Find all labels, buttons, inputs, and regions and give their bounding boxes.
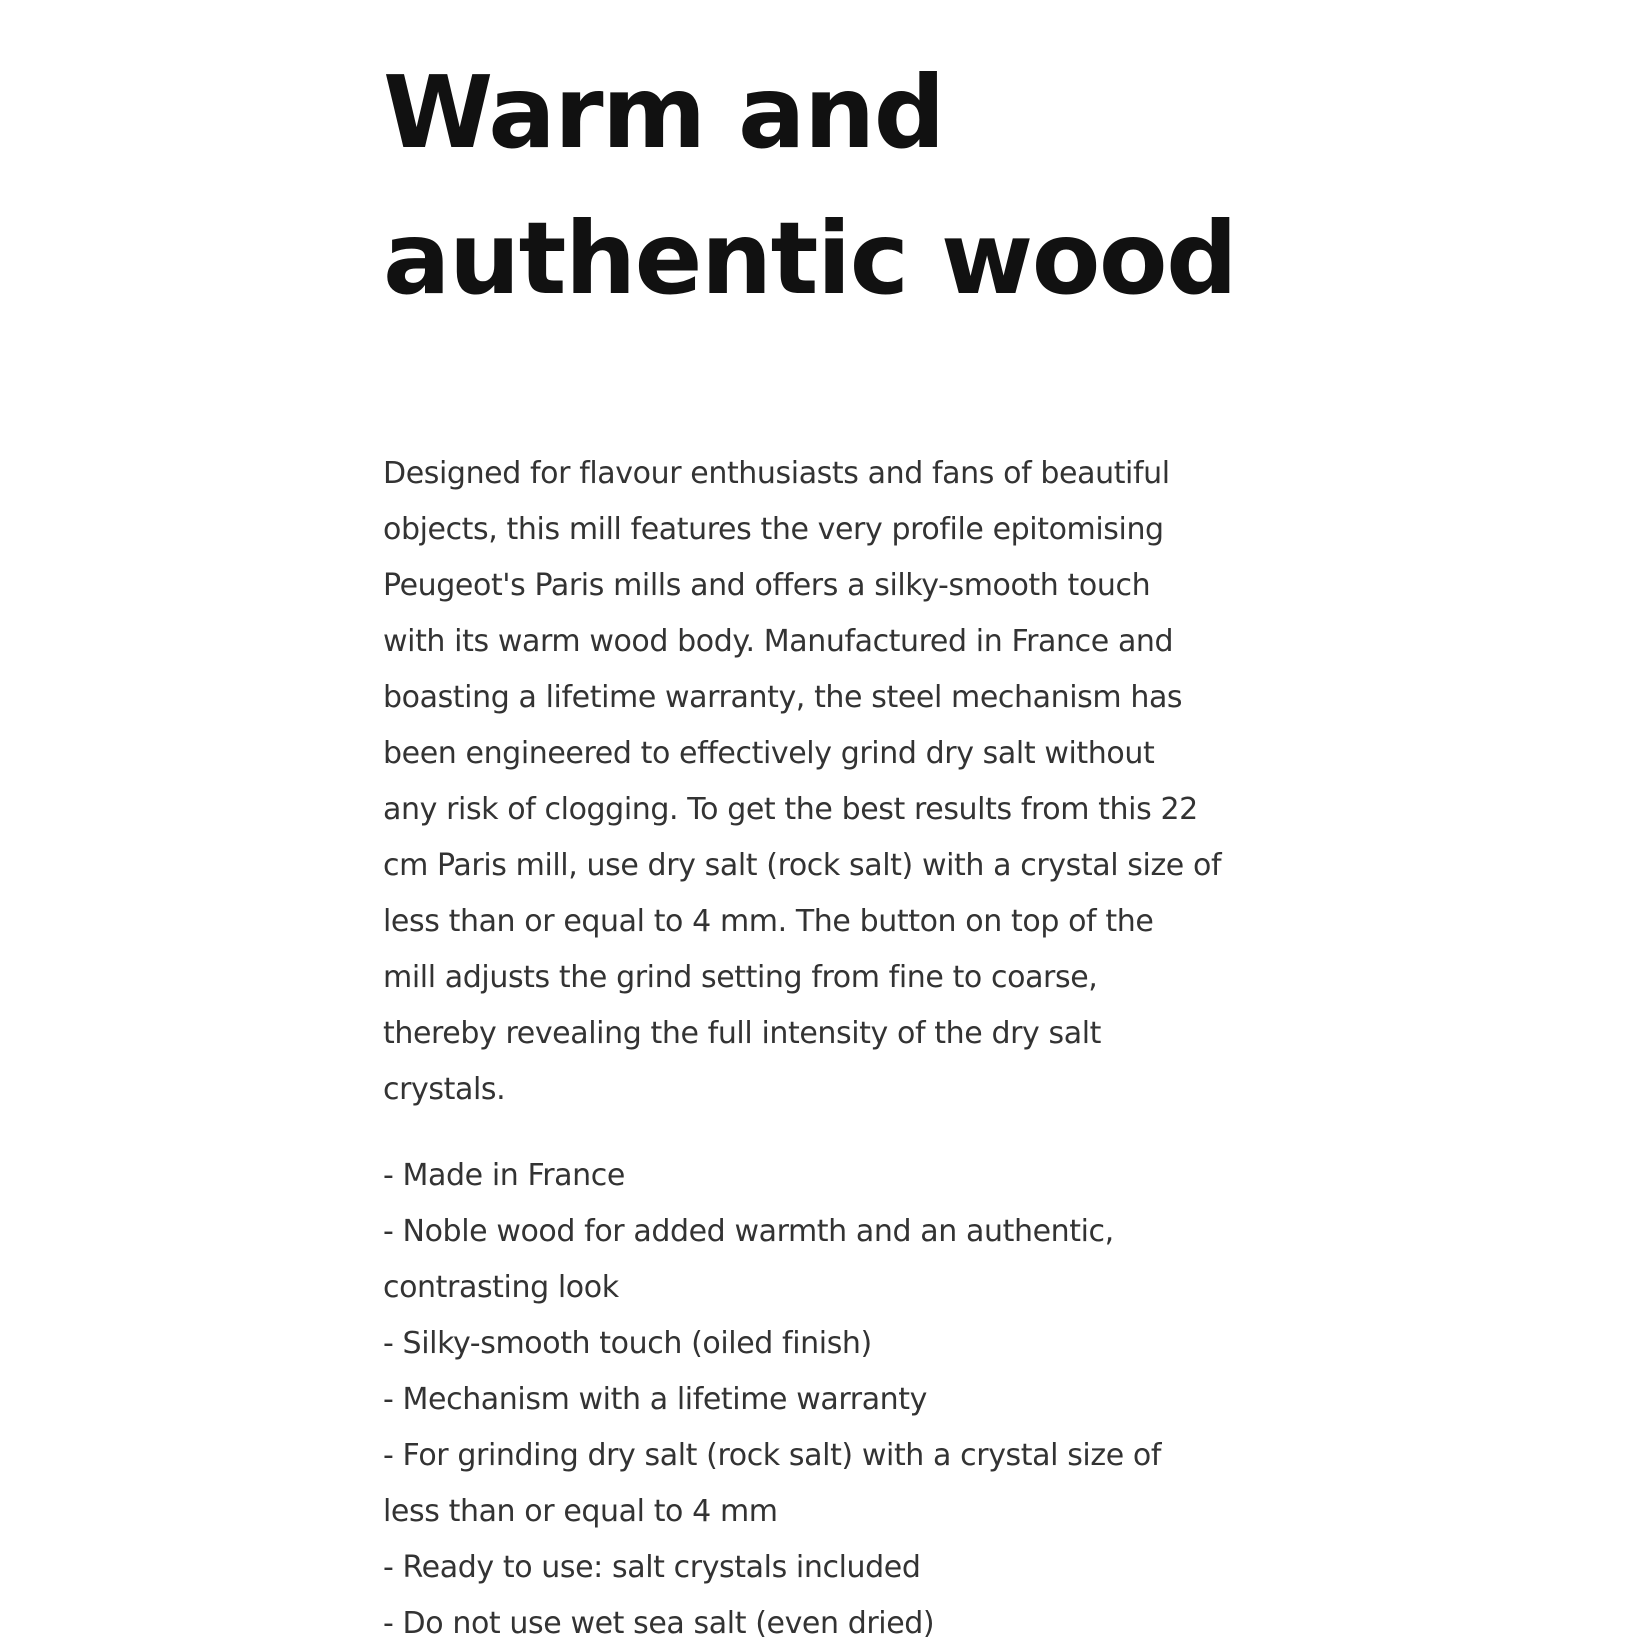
product-description-section bbox=[383, 40, 1293, 1652]
description-line: cm Paris mill, use dry salt (rock salt) with a crystal size of bbox=[383, 848, 1222, 883]
section-title bbox=[383, 40, 1293, 332]
feature-text: less than or equal to 4 mm bbox=[383, 1494, 778, 1529]
feature-text: - Ready to use: salt crystals included bbox=[383, 1550, 921, 1585]
feature-item bbox=[383, 1372, 1293, 1428]
section-title-line: Warm and bbox=[383, 54, 944, 171]
section-title-line: authentic wood bbox=[383, 200, 1237, 317]
feature-text: - Silky-smooth touch (oiled finish) bbox=[383, 1326, 872, 1361]
description-line: with its warm wood body. Manufactured in France and bbox=[383, 624, 1174, 659]
description-line: thereby revealing the full intensity of the dry salt bbox=[383, 1016, 1102, 1051]
feature-text: contrasting look bbox=[383, 1270, 619, 1305]
description-line: Designed for flavour enthusiasts and fans of beautiful bbox=[383, 456, 1170, 491]
description-line: any risk of clogging. To get the best results from this 22 bbox=[383, 792, 1198, 827]
feature-text: - Made in France bbox=[383, 1158, 625, 1193]
feature-item bbox=[383, 1596, 1293, 1652]
feature-item bbox=[383, 1148, 1293, 1204]
feature-text: - Mechanism with a lifetime warranty bbox=[383, 1382, 928, 1417]
feature-text: - Do not use wet sea salt (even dried) bbox=[383, 1606, 935, 1641]
description-line: less than or equal to 4 mm. The button on top of the bbox=[383, 904, 1154, 939]
feature-item bbox=[383, 1428, 1293, 1540]
feature-text: - Noble wood for added warmth and an authentic, bbox=[383, 1214, 1114, 1249]
description-line: mill adjusts the grind setting from fine to coarse, bbox=[383, 960, 1098, 995]
feature-item bbox=[383, 1204, 1293, 1316]
description-line: crystals. bbox=[383, 1072, 506, 1107]
feature-list bbox=[383, 1148, 1293, 1652]
description-line: boasting a lifetime warranty, the steel mechanism has bbox=[383, 680, 1183, 715]
feature-text: - For grinding dry salt (rock salt) with a crystal size of bbox=[383, 1438, 1162, 1473]
description-line: objects, this mill features the very profile epitomising bbox=[383, 512, 1164, 547]
feature-item bbox=[383, 1540, 1293, 1596]
description-line: Peugeot's Paris mills and offers a silky-smooth touch bbox=[383, 568, 1151, 603]
description-paragraph bbox=[383, 446, 1293, 1118]
feature-item bbox=[383, 1316, 1293, 1372]
description-line: been engineered to effectively grind dry salt without bbox=[383, 736, 1155, 771]
